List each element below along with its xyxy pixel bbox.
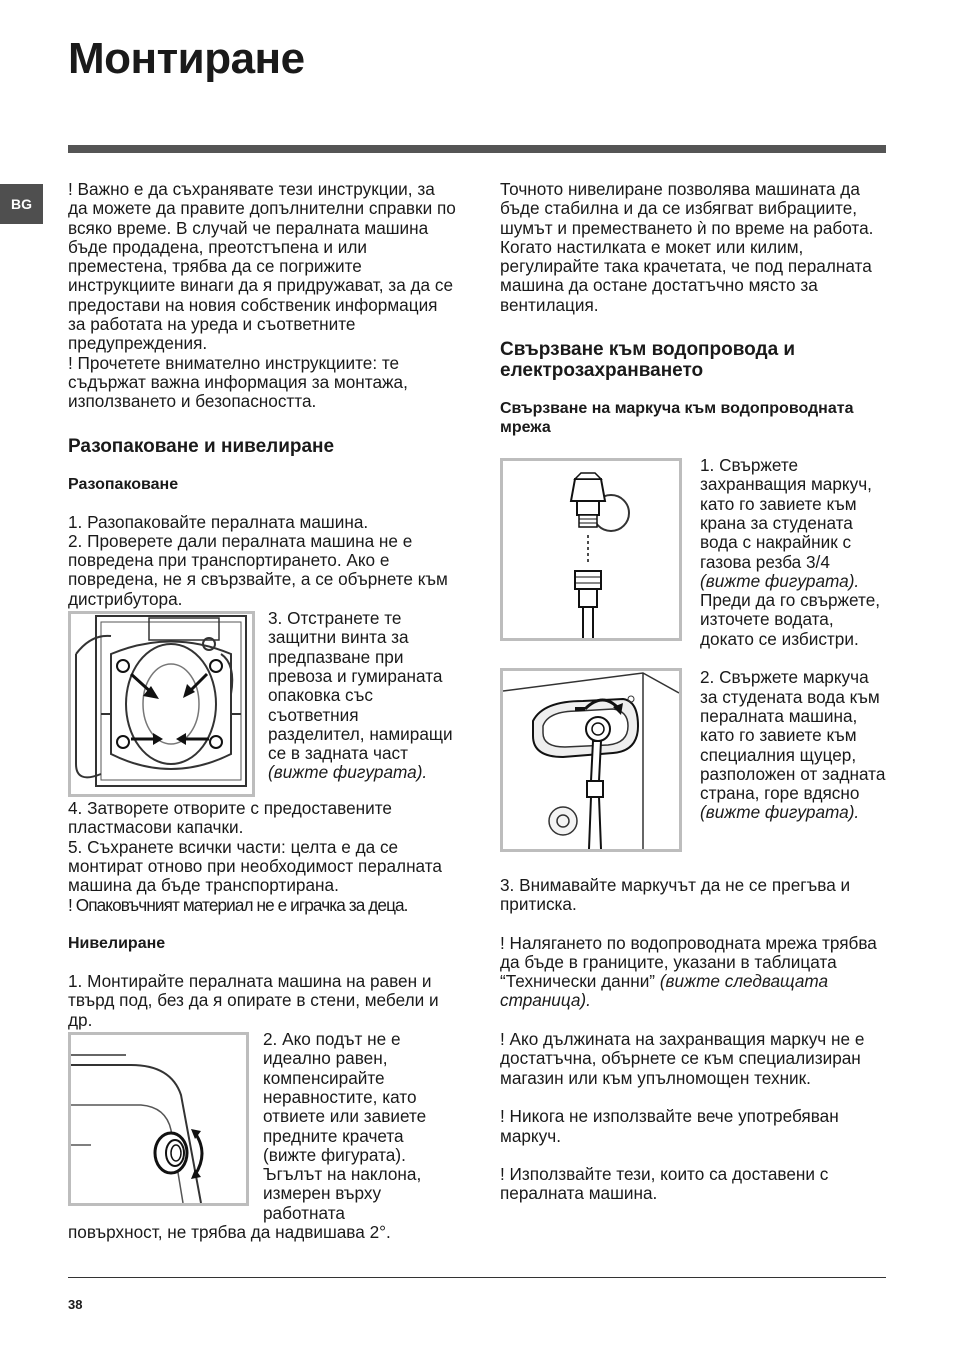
foot-adjust-figure bbox=[68, 1032, 249, 1206]
hose-connection-heading: Свързване на маркуча към водопроводната мрежа bbox=[500, 400, 854, 437]
page-title: Монтиране bbox=[68, 34, 305, 83]
level-figure-block bbox=[68, 1030, 458, 1223]
right-column bbox=[500, 180, 890, 1204]
pressure-note-text: ! Налягането по водопроводната мрежа трябва да бъде в границите, указани в таблицата “Технически данни” bbox=[500, 932, 877, 992]
machine-inlet-figure bbox=[500, 668, 682, 852]
hose-step-2: 2. Свържете маркуча за студената вода към пералната машина, като го завиете към специалния щуцер, разположен от задната страна, горе вдясно bbox=[700, 668, 886, 804]
intro-warning: ! Прочетете внимателно инструкциите: те съдържат важна информация за монтажа, използването и безопасността. bbox=[68, 352, 408, 412]
unpack-step-2: 2. Проверете дали пералната машина не е повредена при транспортирането. Ако е повредена, не я свързвайте, а се обърнете към дистрибутора. bbox=[68, 530, 448, 609]
tap-figure-block bbox=[500, 456, 890, 649]
tap-connection-illustration bbox=[503, 461, 679, 638]
footer-rule bbox=[68, 1277, 886, 1278]
hose-length-note: ! Ако дължината на захранващия маркуч не е достатъчна, обърнете се към специализиран магазин или към упълномощен техник. bbox=[500, 1029, 865, 1088]
foot-adjust-illustration bbox=[71, 1035, 246, 1203]
header-rule bbox=[68, 145, 886, 153]
unpack-step-3: 3. Отстранете те защитни винта за предпазване при превоза и гумираната опаковка със съответния разделител, намиращи се в задната част bbox=[268, 609, 453, 764]
page-number: 38 bbox=[68, 1297, 83, 1312]
unpack-step-1: 1. Разопаковайте пералната машина. bbox=[68, 511, 369, 532]
supplied-parts-note: ! Използвайте тези, които са доставени с пералната машина. bbox=[500, 1164, 829, 1204]
section-heading-water-power: Свързване към водопровода и електрозахранването bbox=[500, 339, 796, 382]
left-column bbox=[68, 180, 458, 1242]
leveling-text: Точното нивелиране позволява машината да бъде стабилна и да се избягват вибрациите, шумът и преместването ѝ по време на работа. Когато настилката е мокет или килим, регулирайте така крачетата, че под пералната машина да остане достатъчно място за вентилация. bbox=[500, 179, 874, 315]
section-heading-unpacking-leveling: Разопаковане и нивелиране bbox=[68, 435, 335, 457]
leveling-heading: Нивелиране bbox=[68, 935, 166, 953]
pressure-note-ref: (вижте следващата страница). bbox=[500, 971, 829, 1011]
machine-back-illustration bbox=[71, 614, 252, 794]
intro-paragraph: ! Важно е да съхранявате тези инструкции, за да можете да правите допълнителни справки по всяко време. В случай че пералната машина бъде продадена, преотстъпена и или преместена, трябва да се погрижите инструкциите винаги да я придружават, за да се предостави на новия собственик информация за работата на уреда и съответните предупреждения. bbox=[68, 179, 456, 354]
packaging-warning: ! Опаковъчният материал не е играчка за деца. bbox=[68, 894, 408, 915]
unpack-figure-block bbox=[68, 609, 458, 799]
hose-step-1-tail: Преди да го свържете, източете водата, докато се избистри. bbox=[700, 590, 881, 649]
unpack-step-5: 5. Съхранете всички части: целта е да се монтират отново при необходимост пералната машина да бъде транспортирана. bbox=[68, 836, 442, 896]
unpack-step-4: 4. Затворете отворите с предоставените пластмасови капачки. bbox=[68, 798, 392, 838]
machine-inlet-illustration bbox=[503, 671, 679, 849]
level-step-2-tail: повърхност, не трябва да надвишава 2°. bbox=[68, 1221, 391, 1242]
language-tab: BG bbox=[0, 184, 43, 224]
hose-step-3: 3. Внимавайте маркучът да не се прегъва и притиска. bbox=[500, 874, 851, 914]
level-step-2: 2. Ако подът не е идеално равен, компенсирайте неравностите, като отвиете или завиете предните крачета (вижте фигурата). Ъгълът на наклона, измерен върху работната bbox=[263, 1030, 427, 1223]
tap-connection-figure bbox=[500, 458, 682, 641]
unpacking-heading: Разопаковане bbox=[68, 475, 179, 493]
hose-step-1-ref: (вижте фигурата). bbox=[700, 570, 860, 591]
level-step-1: 1. Монтирайте пералната машина на равен и твърд под, без да я опирате в стени, мебели и др. bbox=[68, 971, 439, 1030]
hose-step-2-ref: (вижте фигурата). bbox=[700, 802, 860, 823]
used-hose-note: ! Никога не използвайте вече употребяван маркуч. bbox=[500, 1106, 839, 1146]
hose-step-1: 1. Свържете захранващия маркуч, като го завиете към крана за студената вода с накрайник с газова резба 3/4 bbox=[700, 456, 872, 572]
pressure-note bbox=[500, 934, 890, 1011]
inlet-figure-block bbox=[500, 668, 890, 856]
unpack-step-3-ref: (вижте фигурата). bbox=[268, 762, 428, 783]
machine-back-figure bbox=[68, 611, 255, 797]
